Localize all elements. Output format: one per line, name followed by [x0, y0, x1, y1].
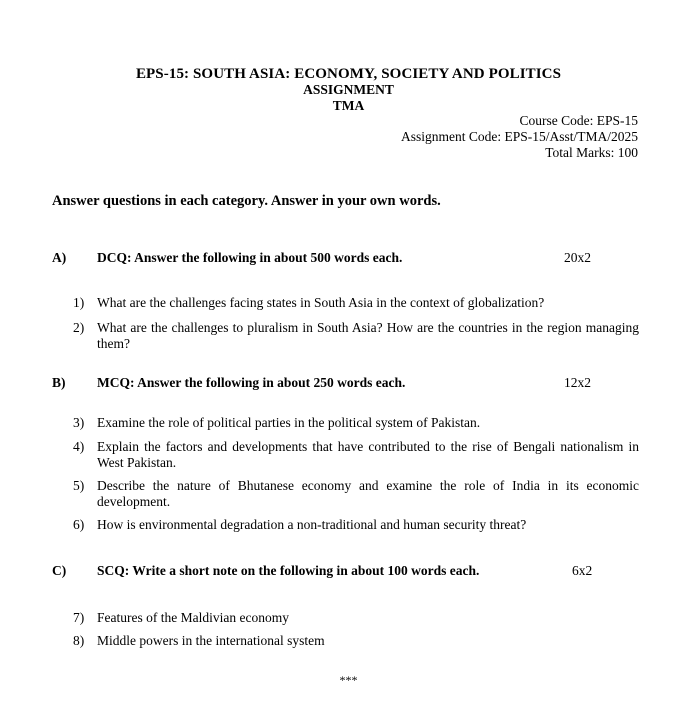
question-text: What are the challenges facing states in South Asia in the context of globalization?	[97, 295, 545, 310]
question-text: Explain the factors and developments that have contributed to the rise of Bengali nationalism in West Pakistan.	[97, 439, 639, 470]
section-heading: MCQ: Answer the following in about 250 words each.	[97, 375, 406, 390]
question-number: 2)	[73, 320, 85, 335]
question-item	[73, 320, 639, 352]
question-text: Middle powers in the international system	[97, 633, 325, 648]
question-item	[73, 295, 639, 311]
section-letter: B)	[52, 375, 66, 390]
question-number: 3)	[73, 415, 85, 430]
question-text: Examine the role of political parties in the political system of Pakistan.	[97, 415, 481, 430]
question-item	[73, 633, 639, 649]
question-item	[73, 517, 639, 533]
question-item	[73, 415, 639, 431]
document-title: EPS-15: SOUTH ASIA: ECONOMY, SOCIETY AND POLITICS	[135, 66, 562, 82]
question-text: What are the challenges to pluralism in South Asia? How are the countries in the region managing them?	[97, 320, 639, 351]
section-marks: 6x2	[572, 563, 593, 578]
question-item	[73, 439, 639, 471]
section-letter: C)	[52, 563, 67, 578]
question-item	[73, 610, 639, 626]
question-number: 4)	[73, 439, 85, 454]
question-number: 8)	[73, 633, 85, 648]
question-number: 7)	[73, 610, 85, 625]
section-letter: A)	[52, 250, 67, 265]
document-subtitle: ASSIGNMENT	[303, 82, 394, 97]
instruction-text: Answer questions in each category. Answer in your own words.	[52, 193, 441, 209]
total-marks: Total Marks: 100	[545, 145, 638, 160]
question-item	[73, 478, 639, 510]
question-text: How is environmental degradation a non-traditional and human security threat?	[97, 517, 527, 532]
end-marker: ***	[339, 673, 358, 687]
course-code: Course Code: EPS-15	[519, 113, 638, 128]
section-heading: SCQ: Write a short note on the following in about 100 words each.	[97, 563, 480, 578]
question-number: 5)	[73, 478, 85, 493]
section-heading: DCQ: Answer the following in about 500 words each.	[97, 250, 403, 265]
section-marks: 12x2	[564, 375, 591, 390]
question-number: 1)	[73, 295, 85, 310]
document-type: TMA	[332, 98, 365, 113]
section-marks: 20x2	[564, 250, 591, 265]
question-text: Features of the Maldivian economy	[97, 610, 289, 625]
question-text: Describe the nature of Bhutanese economy and examine the role of India in its economic development.	[97, 478, 639, 509]
question-number: 6)	[73, 517, 85, 532]
assignment-code: Assignment Code: EPS-15/Asst/TMA/2025	[400, 129, 638, 144]
